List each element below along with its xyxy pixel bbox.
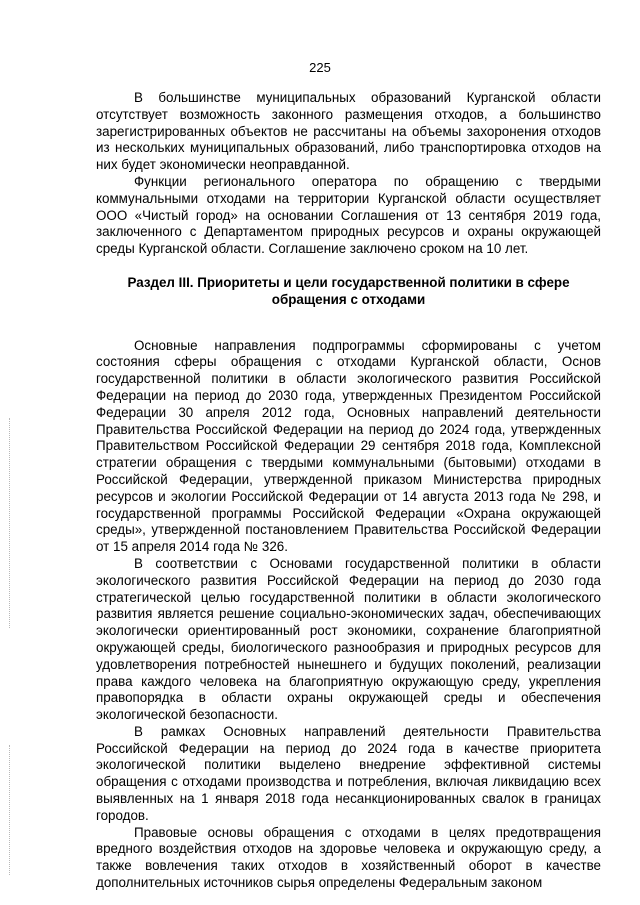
paragraph: В соответствии с Основами государственной политики в области экологического развития Российской Федерации на период до 2030 года стратегической целью государственной политики в области экологического развития является решение социально-экономических задач, обеспечивающих экологически ориентированный рост экономики, сохранение благоприятной окружающей среды, биологического разнообразия и природных ресурсов для удовлетворения потребностей нынешнего и будущих поколений, реализации права каждого человека на благоприятную окружающую среду, укрепления правопорядка в области охраны окружающей среды и обеспечения экологической безопасности. bbox=[96, 555, 601, 723]
scan-margin-mark bbox=[9, 418, 10, 628]
paragraph: Функции регионального оператора по обращению с твердыми коммунальными отходами на территории Курганской области осуществляет ООО «Чистый город» на основании Соглашения от 13 сентября 2019 года, заключенного с Департаментом природных ресурсов и охраны окружающей среды Курганской области. Соглашение заключено сроком на 10 лет. bbox=[96, 173, 601, 257]
document-body bbox=[96, 90, 601, 892]
paragraph: В рамках Основных направлений деятельности Правительства Российской Федерации на период до 2024 года в качестве приоритета экологической политики выделено внедрение эффективной системы обращения с отходами производства и потребления, включая ликвидацию всех выявленных на 1 января 2018 года несанкционированных свалок в границах городов. bbox=[96, 723, 601, 823]
section-heading-line: Раздел III. Приоритеты и цели государственной политики в сфере bbox=[127, 274, 570, 290]
section-heading-line: обращения с отходами bbox=[271, 291, 426, 307]
page-number: 225 bbox=[309, 60, 331, 75]
paragraph: Правовые основы обращения с отходами в целях предотвращения вредного воздействия отходов на здоровье человека и окружающую среду, а также вовлечения таких отходов в хозяйственный оборот в качестве дополнительных источников сырья определены Федеральным законом bbox=[96, 824, 601, 891]
paragraph: Основные направления подпрограммы сформированы с учетом состояния сферы обращения с отходами Курганской области, Основ государственной политики в области экологического развития Российской Федерации на период до 2030 года, утвержденных Президентом Российской Федерации 30 апреля 2012 года, Основных направлений деятельности Правительства Российской Федерации на период до 2024 года, утвержденных Правительством Российской Федерации 29 сентября 2018 года, Комплексной стратегии обращения с твердыми коммунальными (бытовыми) отходами в Российской Федерации, утвержденной приказом Министерства природных ресурсов и экологии Российской Федерации от 14 августа 2013 года № 298, и государственной программы Российской Федерации «Охрана окружающей среды», утвержденной постановлением Правительства Российской Федерации от 15 апреля 2014 года № 326. bbox=[96, 337, 601, 555]
scan-margin-mark bbox=[9, 745, 10, 875]
paragraph: В большинстве муниципальных образований Курганской области отсутствует возможность законного размещения отходов, а большинство зарегистрированных объектов не рассчитаны на объемы захоронения отходов из нескольких муниципальных образований, либо транспортировка отходов на них будет экономически неоправданной. bbox=[96, 90, 601, 173]
section-heading bbox=[96, 275, 601, 309]
